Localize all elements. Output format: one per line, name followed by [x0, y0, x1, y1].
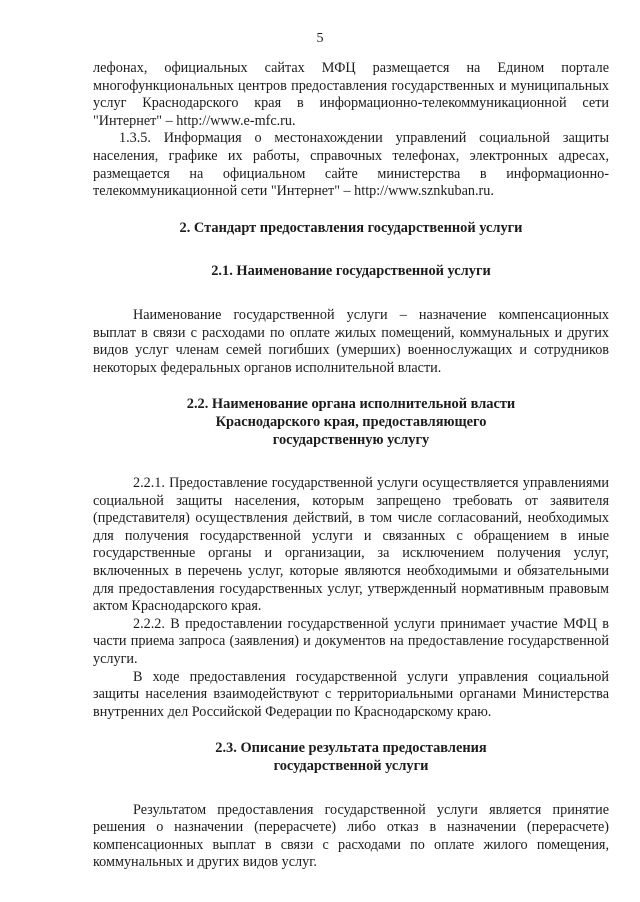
- paragraph-1-3-5: 1.3.5. Информация о местонахождении управлений социальной защиты населения, графике их работы, справочных телефонах, электронных адресах, размещается на официальном сайте министерства в информационно-телекоммуникационной сети "Интернет" – http://www.sznkuban.ru.: [93, 130, 609, 200]
- section-heading-2-3: [93, 740, 609, 775]
- paragraph-2-2-1: 2.2.1. Предоставление государственной услуги осуществляется управлениями социальной защиты населения, которым запрещено требовать от заявителя (представителя) осуществления действий, в том числе согласований, необходимых для получения государственной услуги и связанных с обращением в иные государственные органы и организации, за исключением получения услуг, включенных в перечень услуг, которые являются необходимыми и обязательными для предоставления государственных услуг, утвержденный нормативным правовым актом Краснодарского края.: [93, 475, 609, 615]
- heading-line: 2.3. Описание результата предоставления: [215, 740, 487, 757]
- paragraph-interaction: В ходе предоставления государственной услуги управления социальной защиты населения взаимодействуют с территориальными органами Министерства внутренних дел Российской Федерации по Краснодарскому краю.: [93, 668, 609, 720]
- section-heading-2: 2. Стандарт предоставления государственной услуги: [179, 219, 523, 236]
- paragraph-result: Результатом предоставления государственной услуги является принятие решения о назначении (перерасчете) либо отказ в назначении (перерасчете) компенсационных выплат в связи с расходами по оплате жилого помещения, коммунальных и других видов услуг.: [93, 801, 609, 871]
- paragraph-2-2-2: 2.2.2. В предоставлении государственной услуги принимает участие МФЦ в части приема запроса (заявления) и документов на предоставление государственной услуги.: [93, 615, 609, 668]
- page-number: 5: [316, 31, 324, 46]
- section-heading-2-2: [93, 396, 609, 449]
- heading-line: государственную услугу: [272, 431, 430, 448]
- paragraph-service-name: Наименование государственной услуги – назначение компенсационных выплат в связи с расходами по оплате жилых помещений, коммунальных и других видов услуг членам семей погибших (умерших) военнослужащих и сотрудников некоторых федеральных органов исполнительной власти.: [93, 306, 609, 376]
- heading-line: Краснодарского края, предоставляющего: [215, 413, 487, 430]
- heading-line: 2.2. Наименование органа исполнительной власти: [186, 396, 516, 413]
- section-heading-2-1: 2.1. Наименование государственной услуги: [211, 263, 491, 280]
- document-body: [93, 60, 609, 872]
- heading-line: государственной услуги: [273, 758, 429, 774]
- paragraph-mfc-portal: лефонах, официальных сайтах МФЦ размещается на Едином портале многофункциональных центров предоставления государственных и муниципальных услуг Краснодарского края в информационно-телекоммуникационной сети "Интернет" – http://www.e-mfc.ru.: [93, 60, 609, 129]
